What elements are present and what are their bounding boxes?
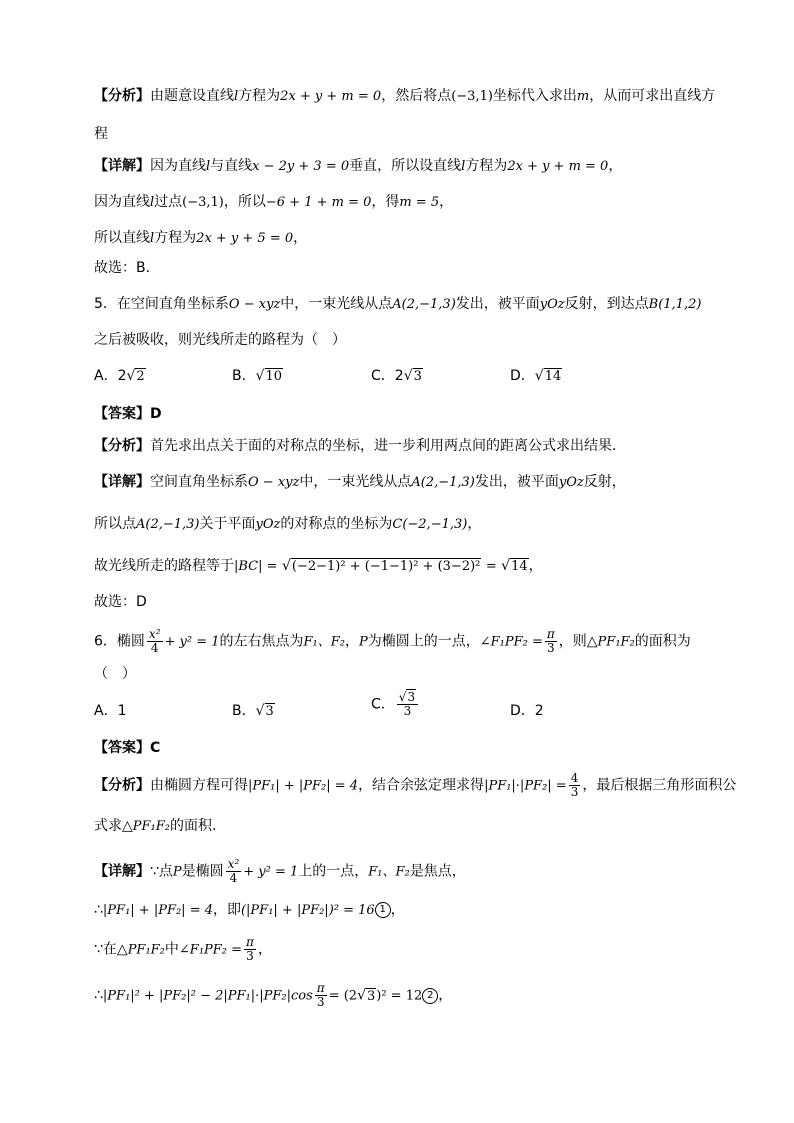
q6-detail-line1: 【详解】∵点P是椭圆 $\frac{\text{x²}}{4}$ + y² = 1上的一点，F₁、F₂是焦点， [94,857,466,885]
fraction: $\frac{√3}{3}$ [397,691,418,718]
q4-choice: 故选：B. [94,260,151,276]
q5-detail-line3: 故光线所走的路程等于|BC| = √(−2−1)² + (−1−1)² + (3−2)² = √14， [94,558,543,574]
q4-analysis-line1: 【分析】由题意设直线l方程为2x + y + m = 0，然后将点(−3,1)坐标代入求出m，从而可求出直线方 [94,88,716,104]
fraction: $\frac{\text{x²}}{4}$ [148,627,161,655]
q6-option-a: A．1 [94,703,127,719]
q5-stem-line1: 5．在空间直角坐标系O − xyz中，一束光线从点A(2,−1,3)发出，被平面yOz反射，到达点B(1,1,2) [94,296,702,312]
q6-analysis-line2: 式求△PF₁F₂的面积. [94,818,217,834]
detail-tag: 【详解】 [94,158,150,174]
q6-answer: 【答案】C [94,740,161,756]
fraction: $\frac{\pi}{3}$ [316,981,325,1009]
circled-number-1: 1 [375,902,391,918]
fraction: $\frac{\text{x²}}{4}$ [227,857,240,885]
q6-detail-line3: ∵在△PF₁F₂中∠F₁PF₂ = $\frac{\pi}{3}$ ， [94,935,272,963]
q6-stem-line1: 6．椭圆 $\frac{\text{x²}}{4}$ + y² = 1的左右焦点为F₁、F₂，P为椭圆上的一点，∠F₁PF₂ = $\frac{\pi}{3}$ ，则△PF₁F₂的面积为 [94,627,691,655]
q6-option-b: B．√3 [232,703,274,719]
q4-detail-line2: 因为直线l过点(−3,1)，所以−6 + 1 + m = 0，得m = 5， [94,194,454,210]
q4-analysis-line2: 程 [94,126,108,142]
q5-detail-line2: 所以点A(2,−1,3)关于平面yOz的对称点的坐标为C(−2,−1,3)， [94,516,482,532]
analysis-tag: 【分析】 [94,88,150,104]
q5-option-c: C．2√3 [371,368,422,384]
q5-analysis: 【分析】首先求出点关于面的对称点的坐标，进一步利用两点间的距离公式求出结果． [94,438,626,454]
q6-stem-line2: （ ） [94,666,136,682]
q6-detail-line4: ∴|PF₁|² + |PF₂|² − 2|PF₁|·|PF₂|cos $\frac{\pi}{3}$ = (2√3)² = 12 2 ， [94,981,453,1009]
q5-option-b: B．√10 [232,368,283,384]
q4-detail-line3: 所以直线l方程为2x + y + 5 = 0， [94,230,308,246]
q6-analysis-line1: 【分析】由椭圆方程可得|PF₁| + |PF₂| = 4，结合余弦定理求得|PF₁|·|PF₂| = $\frac{4}{3}$ ，最后根据三角形面积公 [94,771,737,799]
q6-option-d: D．2 [510,703,544,719]
q6-detail-line2: ∴|PF₁| + |PF₂| = 4，即(|PF₁| + |PF₂|)² = 16 1 ， [94,902,405,918]
circled-number-2: 2 [422,988,438,1004]
q5-choice: 故选：D [94,594,147,610]
fraction: $\frac{\pi}{3}$ [546,627,555,655]
q4-detail-line1: 【详解】因为直线l与直线x − 2y + 3 = 0垂直，所以设直线l方程为2x + y + m = 0， [94,158,623,174]
q5-option-d: D．√14 [510,368,562,384]
q5-stem-line2: 之后被吸收，则光线所走的路程为（ ） [94,332,346,348]
q5-answer: 【答案】D [94,406,162,422]
q5-detail-line1: 【详解】空间直角坐标系O − xyz中，一束光线从点A(2,−1,3)发出，被平面yOz反射， [94,474,626,490]
q6-option-c: C． $\frac{√3}{3}$ [371,691,420,718]
q5-option-a: A．2√2 [94,368,145,384]
fraction: $\frac{\pi}{3}$ [246,935,254,963]
fraction: $\frac{4}{3}$ [570,771,579,799]
